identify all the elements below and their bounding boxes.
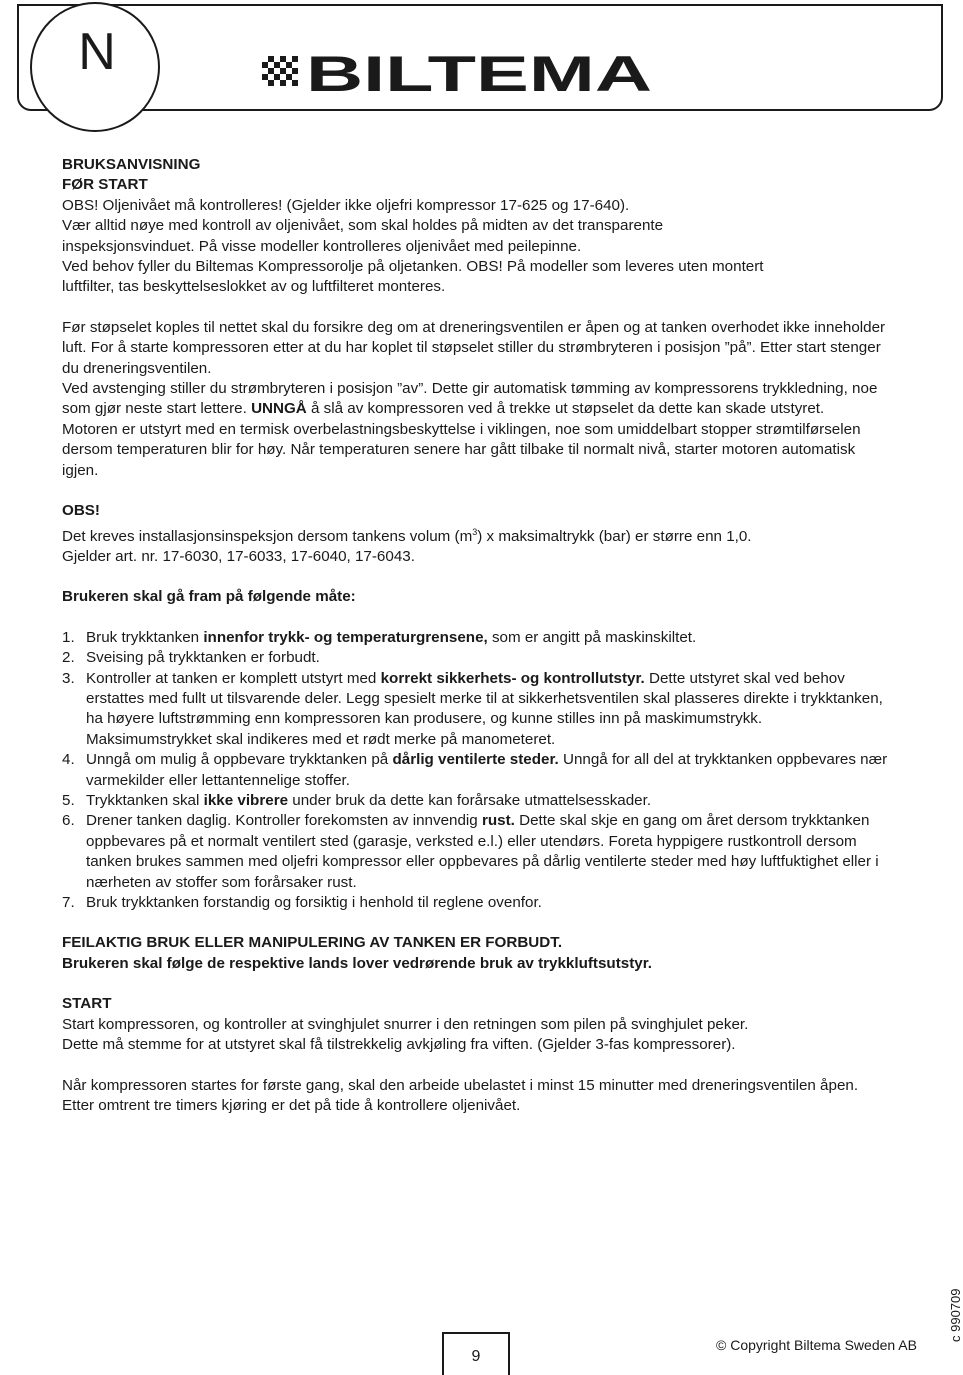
intro-line: luftfilter, tas beskyttelseslokket av og luftfilteret monteres. bbox=[62, 278, 446, 296]
language-code: N bbox=[78, 23, 116, 81]
language-badge bbox=[30, 2, 160, 132]
list-item: 3. Kontroller at tanken er komplett utstyrt med korrekt sikkerhets- og kontrollutstyr. Dette utstyret skal ved behov erstattes med fullt ut tilsvarende deler. Legg spesielt merke til at sikkerhetsventilen skal plasseres direkte i trykktanken, ha høyere luftstrømming enn kompressoren kan produsere, og kunne stilles inn på maskimumstrykk. Maksimumstrykket skal indikeres med et rødt merke på manometeret. bbox=[62, 669, 883, 748]
biltema-logo bbox=[262, 46, 654, 102]
page-number: 9 bbox=[471, 1348, 481, 1365]
page-number-box bbox=[442, 1332, 510, 1375]
first-start-paragraph: Når kompressoren startes for første gang, skal den arbeide ubelastet i minst 15 minutter med dreneringsventilen åpen. Etter omtrent tre timers kjøring er det på tide å kontrollere oljenivået. bbox=[62, 1076, 859, 1114]
intro-line: Ved behov fyller du Biltemas Kompressorolje på oljetanken. OBS! På modeller som leveres uten montert bbox=[62, 258, 764, 276]
section-subheading: FØR START bbox=[62, 176, 148, 194]
intro-line: OBS! Oljenivået må kontrolleres! (Gjelder ikke oljefri kompressor 17-625 og 17-640). bbox=[62, 196, 630, 214]
document-code: c 990709 bbox=[948, 1288, 963, 1342]
warning-line: FEILAKTIG BRUK ELLER MANIPULERING AV TANKEN ER FORBUDT. bbox=[62, 934, 563, 952]
thermal-protection-paragraph: Motoren er utstyrt med en termisk overbelastningsbeskyttelse i viklingen, noe som umiddelbart stopper strømtilførselen dersom temperaturen blir for høy. Når temperaturen senere har gått tilbake til normalt nivå, starter motoren automatisk igjen. bbox=[62, 420, 861, 479]
list-item: 5. Trykktanken skal ikke vibrere under bruk da dette kan forårsake utmattelsesskader. bbox=[62, 792, 652, 810]
obs-heading: OBS! bbox=[62, 502, 100, 520]
copyright-notice: © Copyright Biltema Sweden AB bbox=[716, 1337, 917, 1353]
rules-list bbox=[62, 628, 892, 914]
manual-content bbox=[62, 155, 892, 1116]
list-item: 4. Unngå om mulig å oppbevare trykktanken på dårlig ventilerte steder. Unngå for all del at trykktanken oppbevares nær varmekilder eller lettantennelige stoffer. bbox=[62, 751, 888, 789]
intro-line: Vær alltid nøye med kontroll av oljenivået, som skal holdes på midten av det transparente bbox=[62, 217, 664, 235]
intro-line: inspeksjonsvinduet. På visse modeller kontrolleres oljenivået med peilepinne. bbox=[62, 237, 582, 255]
obs-line: Gjelder art. nr. 17-6030, 17-6033, 17-6040, 17-6043. bbox=[62, 547, 415, 565]
plug-paragraph: Før støpselet koples til nettet skal du forsikre deg om at dreneringsventilen er åpen og at tanken overhodet ikke inneholder luft. For å starte kompressoren etter at du har koplet til støpselet stiller du strømbryteren i posisjon ”på”. Etter start stenger du dreneringsventilen. bbox=[62, 318, 886, 377]
start-line: Start kompressoren, og kontroller at svinghjulet snurrer i den retningen som pilen på svinghjulet peker. bbox=[62, 1015, 749, 1033]
shutdown-paragraph: Ved avstenging stiller du strømbryteren i posisjon ”av”. Dette gir automatisk tømming av kompressorens trykkledning, noe som gjør neste start lettere. UNNGÅ å slå av kompressoren ved å trekke ut støpselet da dette kan skade utstyret. bbox=[62, 380, 878, 418]
list-item: 6. Drener tanken daglig. Kontroller forekomsten av innvendig rust. Dette skal skje en gang om året dersom trykktanken oppbevares på et normalt ventilert sted (garasje, verksted e.l.) eller utendørs. Foreta hyppigere rustkontroll dersom tanken brukes sammen med oljefri kompressor eller oppbevares på dårlig ventilerte steder med høy luftfuktighet eller i nærheten av stoffer som forårsaker rust. bbox=[62, 812, 879, 891]
list-item: 1. Bruk trykktanken innenfor trykk- og temperaturgrensene, som er angitt på maskinskiltet. bbox=[62, 628, 697, 646]
start-line: Dette må stemme for at utstyret skal få tilstrekkelig avkjøling fra viften. (Gjelder 3-fas kompressorer). bbox=[62, 1036, 736, 1054]
list-item: 7. Bruk trykktanken forstandig og forsiktig i henhold til reglene ovenfor. bbox=[62, 894, 542, 912]
svg-text:BILTEMA: BILTEMA bbox=[306, 46, 652, 102]
section-heading: BRUKSANVISNING bbox=[62, 156, 201, 173]
obs-line: Det kreves installasjonsinspeksjon dersom tankens volum $(m^3)$ x maksimaltrykk (bar) er større enn 1,0. bbox=[62, 526, 752, 545]
rules-heading: Brukeren skal gå fram på følgende måte: bbox=[62, 588, 356, 606]
list-item: 2. Sveising på trykktanken er forbudt. bbox=[62, 649, 320, 667]
start-heading: START bbox=[62, 995, 112, 1013]
warning-line: Brukeren skal følge de respektive lands lover vedrørende bruk av trykkluftsutstyr. bbox=[62, 954, 653, 972]
